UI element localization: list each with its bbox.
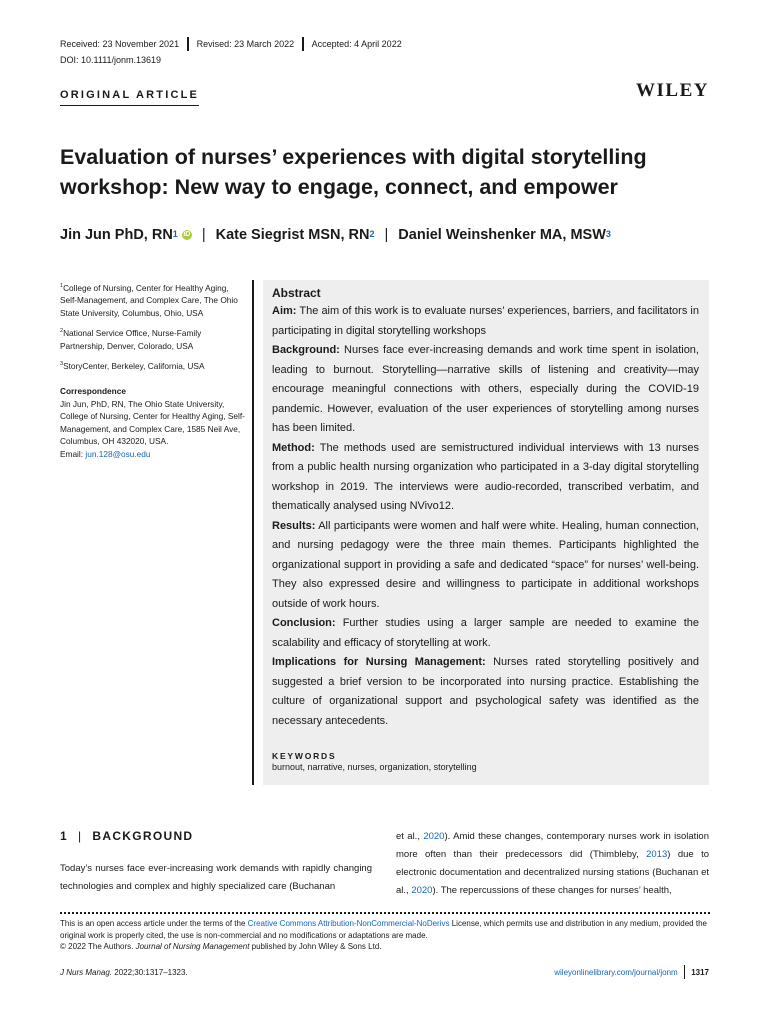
revised-date: Revised: 23 March 2022: [196, 39, 295, 49]
affiliation-marker[interactable]: 1: [172, 229, 178, 239]
article-title: Evaluation of nurses’ experiences with digital storytelling workshop: New way to engage, connect, and empower: [60, 145, 647, 199]
affiliation: $^1$College of Nursing, Center for Healthy Aging, Self-Management, and Complex Care, The Ohio State University, Columbus, Ohio, USA: [60, 282, 238, 318]
author-separator: |: [384, 227, 389, 243]
correspondence-heading: Correspondence: [60, 386, 126, 397]
author-separator: |: [201, 227, 206, 243]
abstract-method: Method: The methods used are semistructured individual interviews with 13 nurses from a public health nursing organization who participated in a 3-day digital storytelling workshop in 2019. The interviews were audio-recorded, transcribed verbatim, and thematically analysed using NVivo12.: [272, 441, 699, 512]
date-divider: [187, 37, 189, 51]
footer-right: [554, 965, 709, 979]
citation-link[interactable]: 2020: [423, 831, 445, 842]
author-name[interactable]: Kate Siegrist MSN, RN: [215, 227, 370, 243]
accepted-date: Accepted: 4 April 2022: [311, 39, 402, 49]
publication-dates: [60, 37, 402, 51]
license-divider: [60, 912, 710, 914]
abstract-aim: Aim: The aim of this work is to evaluate nurses’ experiences, barriers, and facilitators in participating in digital storytelling workshops: [272, 305, 699, 337]
abstract-results: Results: All participants were women and half were white. Healing, human connection, and nursing pedagogy were the three main themes. Participants highlighted the organizational support in providing a safe and dedicated “space” for nurses’ well-being. They also expressed desire and willingness to participate in additional workshops outside of work hours.: [272, 519, 699, 610]
abstract-conclusion: Conclusion: Further studies using a larger sample are needed to examine the scalability and efficacy of storytelling at work.: [272, 617, 699, 649]
keywords: burnout, narrative, nurses, organization, storytelling: [272, 762, 477, 772]
affiliations-column: [60, 280, 246, 466]
license-note: This is an open access article under the terms of the Creative Commons Attribution-NonCommercial-NoDerivs License, which permits use and distribution in any medium, provided the original work is properly cited, the use is non-commercial and no modifications or adaptations are made. © 2022 The Authors. Journal of Nursing Management published by John Wiley & Sons Ltd.: [60, 919, 707, 951]
affiliation-marker[interactable]: 3: [605, 229, 611, 239]
email-link[interactable]: jun.128@osu.edu: [85, 448, 151, 459]
abstract-implications: Implications for Nursing Management: Nurses rated storytelling positively and suggested a brief version to be incorporated into nursing practice. Establishing the culture of organizational support and psychological safety was identified as the necessary antecedents.: [272, 656, 699, 727]
affiliation: $^3$StoryCenter, Berkeley, California, USA: [60, 360, 205, 371]
body-text-right: et al., 2020). Amid these changes, contemporary nurses work in isolation more often than their predecessors did (Thimbleby, 2013) due to electronic documentation and decentralized nursing stations (Buchanan et al., 2020). The repercussions of these changes for nurses’ health,: [396, 831, 709, 896]
citation-link[interactable]: 2013: [646, 849, 668, 860]
publisher-logo: WILEY: [636, 80, 709, 101]
page-number: 1317: [691, 967, 709, 977]
keywords-heading: KEYWORDS: [272, 751, 337, 761]
license-link[interactable]: Creative Commons Attribution-NonCommercial-NoDerivs: [247, 919, 450, 928]
author-name[interactable]: Jin Jun PhD, RN: [60, 227, 173, 243]
body-text-left: Today’s nurses face ever-increasing work demands with rapidly changing technologies and complex and highly specialized care (Buchanan: [60, 863, 372, 892]
section-heading: 1 | BACKGROUND: [60, 829, 194, 843]
column-divider: [252, 280, 254, 785]
citation-link[interactable]: 2020: [411, 885, 433, 896]
affiliation-marker[interactable]: 2: [369, 229, 375, 239]
journal-citation: J Nurs Manag. 2022;30:1317–1323.: [60, 968, 188, 977]
received-date: Received: 23 November 2021: [60, 39, 180, 49]
date-divider: [302, 37, 304, 51]
abstract-background: Background: Nurses face ever-increasing demands and work time spent in isolation, leading to burnout. Storytelling—narrative skills of listening and creativity—may encourage meaningful connections with others, especially during the COVID-19 pandemic. However, evaluation of the user experiences of storytelling among nurses has been limited.: [272, 344, 699, 434]
abstract-heading: Abstract: [272, 286, 321, 300]
orcid-icon[interactable]: iD: [183, 231, 191, 238]
author-list: [60, 227, 611, 243]
journal-url-link[interactable]: wileyonlinelibrary.com/journal/jonm: [554, 967, 678, 977]
correspondence-text: Jin Jun, PhD, RN, The Ohio State University, College of Nursing, Center for Healthy Aging, Self-Management, and Complex Care, 1585 Neil Ave, Columbus, OH 432020, USA. Email: jun.128@osu.edu: [60, 398, 245, 459]
article-type: ORIGINAL ARTICLE: [60, 89, 199, 106]
author-name[interactable]: Daniel Weinshenker MA, MSW: [398, 227, 606, 243]
abstract-box: [263, 280, 709, 785]
affiliation: $^2$National Service Office, Nurse-Family Partnership, Denver, Colorado, USA: [60, 328, 202, 351]
doi[interactable]: DOI: 10.1111/jonm.13619: [60, 55, 162, 65]
footer-divider: [684, 965, 686, 979]
